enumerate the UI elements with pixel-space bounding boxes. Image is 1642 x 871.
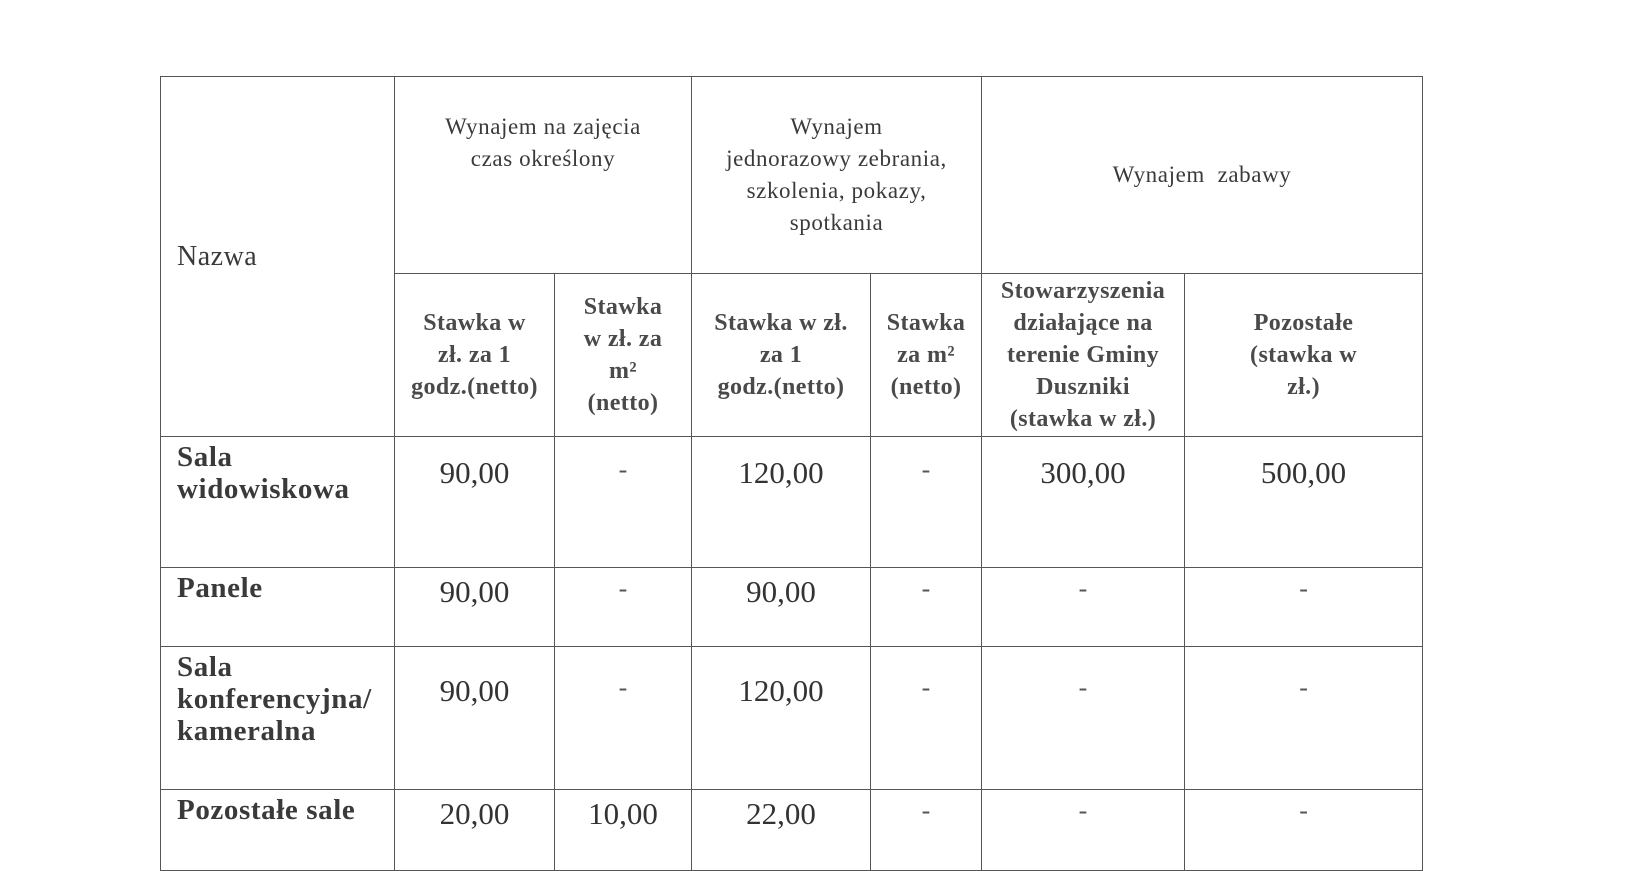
subheader-rate-m2: [555, 274, 692, 437]
header-text-line: szkolenia, pokazy,: [746, 178, 927, 203]
header-text-line: jednorazowy zebrania,: [726, 146, 947, 171]
row-name-line: widowiskowa: [177, 473, 350, 505]
row-name-line: kameralna: [177, 715, 317, 747]
value-cell: -: [1185, 568, 1423, 647]
header-text-line: Wynajem zabawy: [1112, 162, 1292, 187]
table-row: [161, 647, 1423, 790]
subheader-line: Stowarzyszenia: [1000, 278, 1166, 304]
value-cell: -: [871, 568, 982, 647]
value-cell: -: [555, 568, 692, 647]
value-cell: 90,00: [395, 437, 555, 568]
header-text-line: spotkania: [789, 210, 884, 235]
value-cell: -: [555, 437, 692, 568]
value-cell: 120,00: [692, 437, 871, 568]
row-name: [161, 437, 395, 568]
value-cell: -: [982, 790, 1185, 871]
subheader-line: za m²: [897, 342, 955, 368]
subheader-line: Stawka: [886, 310, 966, 336]
table-row: [161, 790, 1423, 871]
value-cell: -: [982, 568, 1185, 647]
value-cell: -: [1185, 647, 1423, 790]
rental-rates-table: [160, 76, 1423, 871]
header-row-groups: [161, 77, 1423, 274]
row-name: [161, 790, 395, 871]
row-name: [161, 568, 395, 647]
table-row: [161, 437, 1423, 568]
header-text-line: czas określony: [470, 146, 616, 171]
subheader-line: działające na: [1013, 310, 1153, 336]
row-name: [161, 647, 395, 790]
subheader-line: Pozostałe: [1253, 310, 1354, 336]
row-name-line: Panele: [177, 572, 263, 604]
row-name-line: konferencyjna/: [177, 683, 372, 715]
value-cell: -: [982, 647, 1185, 790]
subheader-line: za 1: [759, 342, 803, 368]
header-group-parties: [982, 77, 1423, 274]
value-cell: 10,00: [555, 790, 692, 871]
subheader-line: (stawka w: [1250, 342, 1357, 368]
subheader-line: Stawka w: [423, 310, 526, 336]
value-cell: 90,00: [395, 568, 555, 647]
value-cell: 20,00: [395, 790, 555, 871]
subheader-line: (stawka w zł.): [1009, 406, 1157, 432]
header-group-classes: [395, 77, 692, 274]
subheader-line: (netto): [587, 390, 659, 416]
subheader-associations: [982, 274, 1185, 437]
subheader-line: terenie Gminy: [1006, 342, 1160, 368]
header-text-line: Wynajem na zajęcia: [445, 114, 641, 139]
subheader-line: Stawka w zł.: [714, 310, 848, 336]
subheader-line: w zł. za: [583, 326, 663, 352]
value-cell: 120,00: [692, 647, 871, 790]
table-row: [161, 568, 1423, 647]
value-cell: 90,00: [395, 647, 555, 790]
header-name: Nazwa: [161, 77, 395, 437]
subheader-rate-hour: [395, 274, 555, 437]
value-cell: -: [871, 647, 982, 790]
value-cell: 300,00: [982, 437, 1185, 568]
value-cell: 90,00: [692, 568, 871, 647]
subheader-line: m²: [609, 358, 637, 384]
subheader-others: [1185, 274, 1423, 437]
value-cell: -: [871, 790, 982, 871]
row-name-line: Pozostałe sale: [177, 794, 356, 826]
subheader-line: zł.): [1287, 374, 1320, 400]
subheader-line: godz.(netto): [411, 374, 538, 400]
value-cell: -: [871, 437, 982, 568]
value-cell: 500,00: [1185, 437, 1423, 568]
row-name-line: Sala: [177, 651, 233, 683]
subheader-rate-hour-one-time: [692, 274, 871, 437]
subheader-line: (netto): [890, 374, 962, 400]
row-name-line: Sala: [177, 441, 233, 473]
value-cell: -: [1185, 790, 1423, 871]
header-group-one-time: [692, 77, 982, 274]
subheader-line: godz.(netto): [717, 374, 845, 400]
subheader-line: Duszniki: [1036, 374, 1130, 400]
subheader-line: Stawka: [583, 294, 663, 320]
header-text-line: Wynajem: [790, 114, 883, 139]
subheader-line: zł. za 1: [437, 342, 512, 368]
value-cell: 22,00: [692, 790, 871, 871]
subheader-rate-m2-one-time: [871, 274, 982, 437]
value-cell: -: [555, 647, 692, 790]
